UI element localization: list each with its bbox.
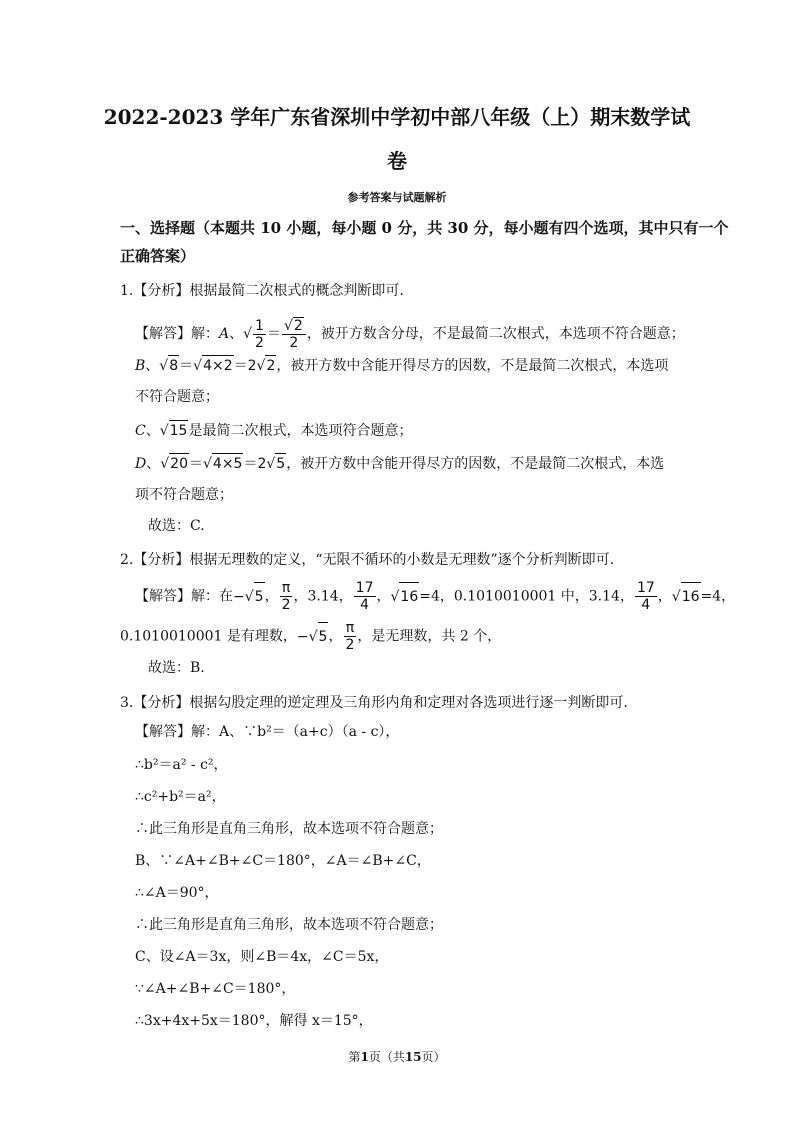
q2-answer-line2: 0.1010010001 是有理数，−√5， $\frac{\pi}{2}$ ，是无理数，共 2 个， bbox=[120, 620, 502, 653]
fraction: $\frac{√2}{2}$ bbox=[282, 317, 306, 351]
q3-line: ∴∠A＝90°， bbox=[135, 885, 219, 901]
q1-answer-d: D、√20＝√4×5＝2√5，被开方数中含能开得尽方的因数，不是最简二次根式，本选 bbox=[135, 453, 664, 474]
fraction: $\frac{1}{2}$ bbox=[255, 317, 264, 351]
page-total: 15 bbox=[404, 1050, 422, 1064]
section-heading-continued: 正确答案） bbox=[120, 247, 196, 265]
section-heading: 一、选择题（本题共 10 小题，每小题 0 分，共 30 分，每小题有四个选项，其中只有一个 bbox=[120, 219, 729, 237]
option-label: C bbox=[135, 423, 146, 439]
sqrt-sign: √ bbox=[243, 326, 253, 342]
option-label: B bbox=[135, 358, 146, 374]
option-text: ，被开方数中含能开得尽方的因数，不是最简二次根式，本选项 bbox=[276, 358, 669, 374]
q1-choice: 故选：C. bbox=[148, 518, 205, 534]
option-label: D bbox=[135, 456, 147, 472]
page-title-continued: 卷 bbox=[387, 149, 407, 173]
q2-analysis: 2.【分析】根据无理数的定义，“无限不循环的小数是无理数”逐个分析判断即可. bbox=[120, 552, 615, 568]
q1-answer-a: 【解答】解：A、√ $\frac{1}{2}$ ＝ $\frac{√2}{2}$ ，被开方数含分母，不是最简二次根式，本选项不符合题意； bbox=[135, 317, 685, 351]
q1-answer-d-cont: 项不符合题意； bbox=[135, 487, 233, 503]
q3-line: ∴b²＝a² - c²， bbox=[135, 757, 228, 773]
q3-line: ∴c²+b²＝a²， bbox=[135, 789, 226, 805]
page-number: 1 bbox=[360, 1050, 369, 1064]
q3-analysis: 3.【分析】根据勾股定理的逆定理及三角形内角和定理对各选项进行逐一判断即可. bbox=[120, 695, 628, 711]
q1-analysis: 1.【分析】根据最简二次根式的概念判断即可. bbox=[120, 283, 404, 299]
q3-line: ∴3x+4x+5x＝180°，解得 x＝15°， bbox=[135, 1013, 373, 1029]
option-text: 是最简二次根式，本选项符合题意； bbox=[188, 423, 413, 439]
q1-answer-b: B、√8＝√4×2＝2√2，被开方数中含能开得尽方的因数，不是最简二次根式，本选项 bbox=[135, 355, 668, 376]
q3-line: ∵∠A+∠B+∠C＝180°， bbox=[135, 981, 296, 997]
q2-answer-line1: 【解答】解：在−√5， $\frac{\pi}{2}$ ，3.14， $\frac{17}{4}$ ，√16=4，0.1010010001 中，3.14， $\frac{17}{4}$ ，√16=4， bbox=[135, 580, 736, 613]
answer-label: 【解答】解： bbox=[135, 326, 219, 342]
q1-answer-c: C、√15是最简二次根式，本选项符合题意； bbox=[135, 420, 412, 441]
page-footer: 第1页（共15页） bbox=[348, 1050, 446, 1064]
q3-line: C、设∠A＝3x，则∠B＝4x，∠C＝5x， bbox=[135, 949, 389, 965]
option-text: ，被开方数含分母，不是最简二次根式，本选项不符合题意； bbox=[306, 326, 685, 342]
option-text: ，被开方数中含能开得尽方的因数，不是最简二次根式，本选 bbox=[286, 456, 665, 472]
q2-choice: 故选：B. bbox=[148, 660, 205, 676]
page-title: 2022-2023 学年广东省深圳中学初中部八年级（上）期末数学试 bbox=[103, 105, 691, 129]
q3-line: ∴此三角形是直角三角形，故本选项不符合题意； bbox=[135, 917, 443, 933]
q3-line: ∴此三角形是直角三角形，故本选项不符合题意； bbox=[135, 821, 443, 837]
option-label: A bbox=[219, 326, 230, 342]
q3-line: B、∵∠A+∠B+∠C＝180°，∠A＝∠B+∠C， bbox=[135, 853, 431, 869]
subtitle: 参考答案与试题解析 bbox=[347, 191, 447, 204]
q1-answer-b-cont: 不符合题意； bbox=[135, 389, 219, 405]
q3-line: 【解答】解：A、∵b²＝（a+c）（a - c）， bbox=[135, 724, 400, 740]
